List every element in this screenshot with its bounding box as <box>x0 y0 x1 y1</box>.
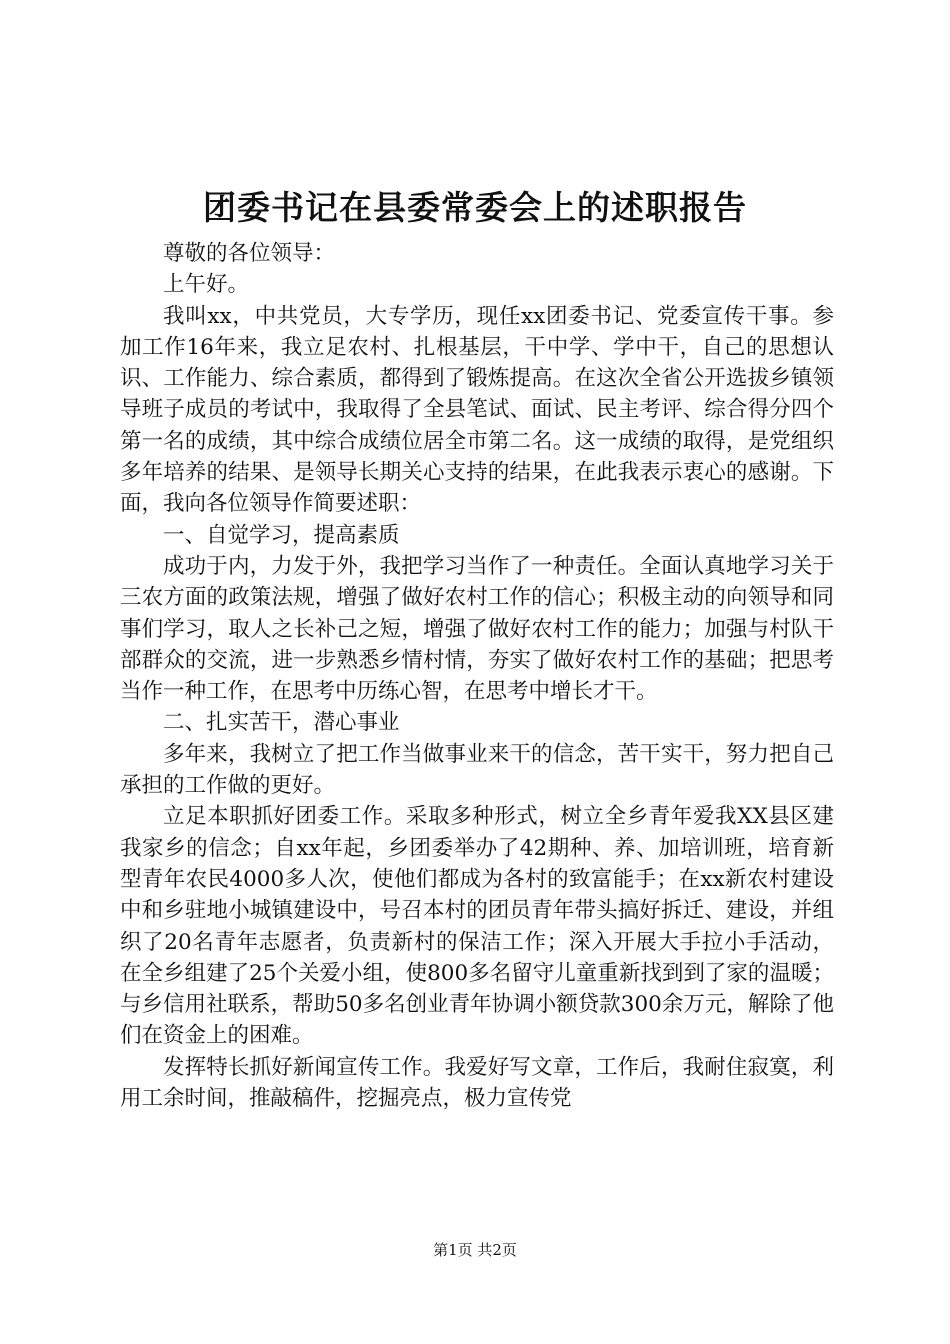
body-paragraph: 多年来，我树立了把工作当做事业来干的信念，苦干实干，努力把自己承担的工作做的更好。 <box>120 741 834 799</box>
salutation: 尊敬的各位领导： <box>163 241 336 266</box>
document-body <box>120 238 834 1114</box>
body-paragraph: 发挥特长抓好新闻宣传工作。我爱好写文章，工作后，我耐住寂寞，利用工余时间，推敲稿件，挖掘亮点，极力宣传党 <box>120 1054 834 1112</box>
document-title: 团委书记在县委常委会上的述职报告 <box>203 188 747 227</box>
body-paragraph: 立足本职抓好团委工作。采取多种形式，树立全乡青年爱我XX县区建我家乡的信念；自xx年起，乡团委举办了42期种、养、加培训班，培育新型青年农民4000多人次，使他们都成为各村的致富能手；在xx新农村建设中和乡驻地小城镇建设中，号召本村的团员青年带头搞好拆迁、建设，并组织了20名青年志愿者，负责新村的保洁工作；深入开展大手拉小手活动，在全乡组建了25个关爱小组，使800多名留守儿童重新找到到了家的温暖；与乡信用社联系，帮助50多名创业青年协调小额贷款300余万元，解除了他们在资金上的困难。 <box>120 804 834 1049</box>
section-heading: 一、自觉学习，提高素质 <box>163 522 400 548</box>
body-paragraph: 成功于内，力发于外，我把学习当作了一种责任。全面认真地学习关于三农方面的政策法规，增强了做好农村工作的信心；积极主动的向领导和同事们学习，取人之长补己之短，增强了做好农村工作的能力；加强与村队干部群众的交流，进一步熟悉乡情村情，夯实了做好农村工作的基础；把思考当作一种工作，在思考中历练心智，在思考中增长才干。 <box>120 553 834 705</box>
body-paragraph: 我叫xx，中共党员，大专学历，现任xx团委书记、党委宣传干事。参加工作16年来，我立足农村、扎根基层，干中学、学中干，自己的思想认识、工作能力、综合素质，都得到了锻炼提高。在这次全省公开选拔乡镇领导班子成员的考试中，我取得了全县笔试、面试、民主考评、综合得分四个第一名的成绩，其中综合成绩位居全市第二名。这一成绩的取得，是党组织多年培养的结果、是领导长期关心支持的结果，在此我表示衷心的感谢。下面，我向各位领导作简要述职： <box>120 303 834 517</box>
section-heading: 二、扎实苦干，潜心事业 <box>163 710 400 736</box>
page-number-footer: 第1页 共2页 <box>433 1241 517 1259</box>
greeting: 上午好。 <box>163 272 250 298</box>
